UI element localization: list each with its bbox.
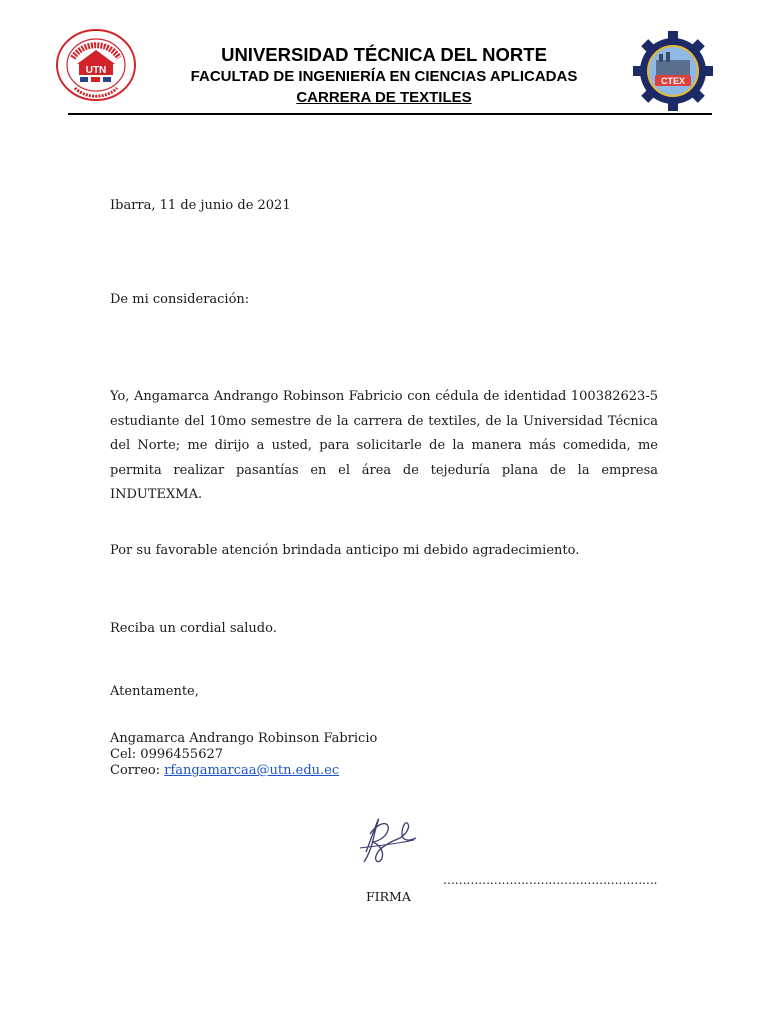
header-divider	[68, 113, 712, 115]
closing-line: Atentamente,	[110, 684, 199, 699]
greeting-line: Reciba un cordial saludo.	[110, 621, 277, 636]
svg-text:CTEX: CTEX	[660, 76, 686, 86]
sender-phone: Cel: 0996455627	[110, 747, 224, 762]
signature-label: FIRMA	[366, 889, 411, 904]
thanks-line: Por su favorable atención brindada anticipo mi debido agradecimiento.	[110, 543, 580, 558]
university-title: UNIVERSIDAD TÉCNICA DEL NORTE	[221, 44, 547, 65]
signature-line: ……………………………………………….	[443, 873, 658, 887]
svg-text:UTN: UTN	[85, 65, 107, 76]
letter-body: Yo, Angamarca Andrango Robinson Fabricio con cédula de identidad 100382623-5 estudiante del 10mo semestre de la carrera de textiles, de la Universidad Técnica del Norte; me dirijo a usted, para solicitarle de la manera más comedida, me permita realizar pasantías en el área de tejeduría plana de la empresa INDUTEXMA.	[110, 389, 658, 502]
career-title-text: CARRERA DE TEXTILES	[296, 89, 472, 106]
ctex-logo	[632, 30, 714, 112]
career-title	[150, 89, 618, 106]
email-label: Correo:	[110, 763, 165, 778]
faculty-title: FACULTAD DE INGENIERÍA EN CIENCIAS APLICADAS	[190, 68, 578, 85]
utn-logo	[55, 28, 137, 102]
salutation: De mi consideración:	[110, 292, 250, 307]
sender-name: Angamarca Andrango Robinson Fabricio	[110, 731, 378, 746]
handwritten-signature	[356, 812, 422, 866]
email-link[interactable]: rfangamarcaa@utn.edu.ec	[164, 763, 340, 778]
date-line: Ibarra, 11 de junio de 2021	[110, 198, 291, 213]
sender-email-line	[110, 763, 339, 779]
